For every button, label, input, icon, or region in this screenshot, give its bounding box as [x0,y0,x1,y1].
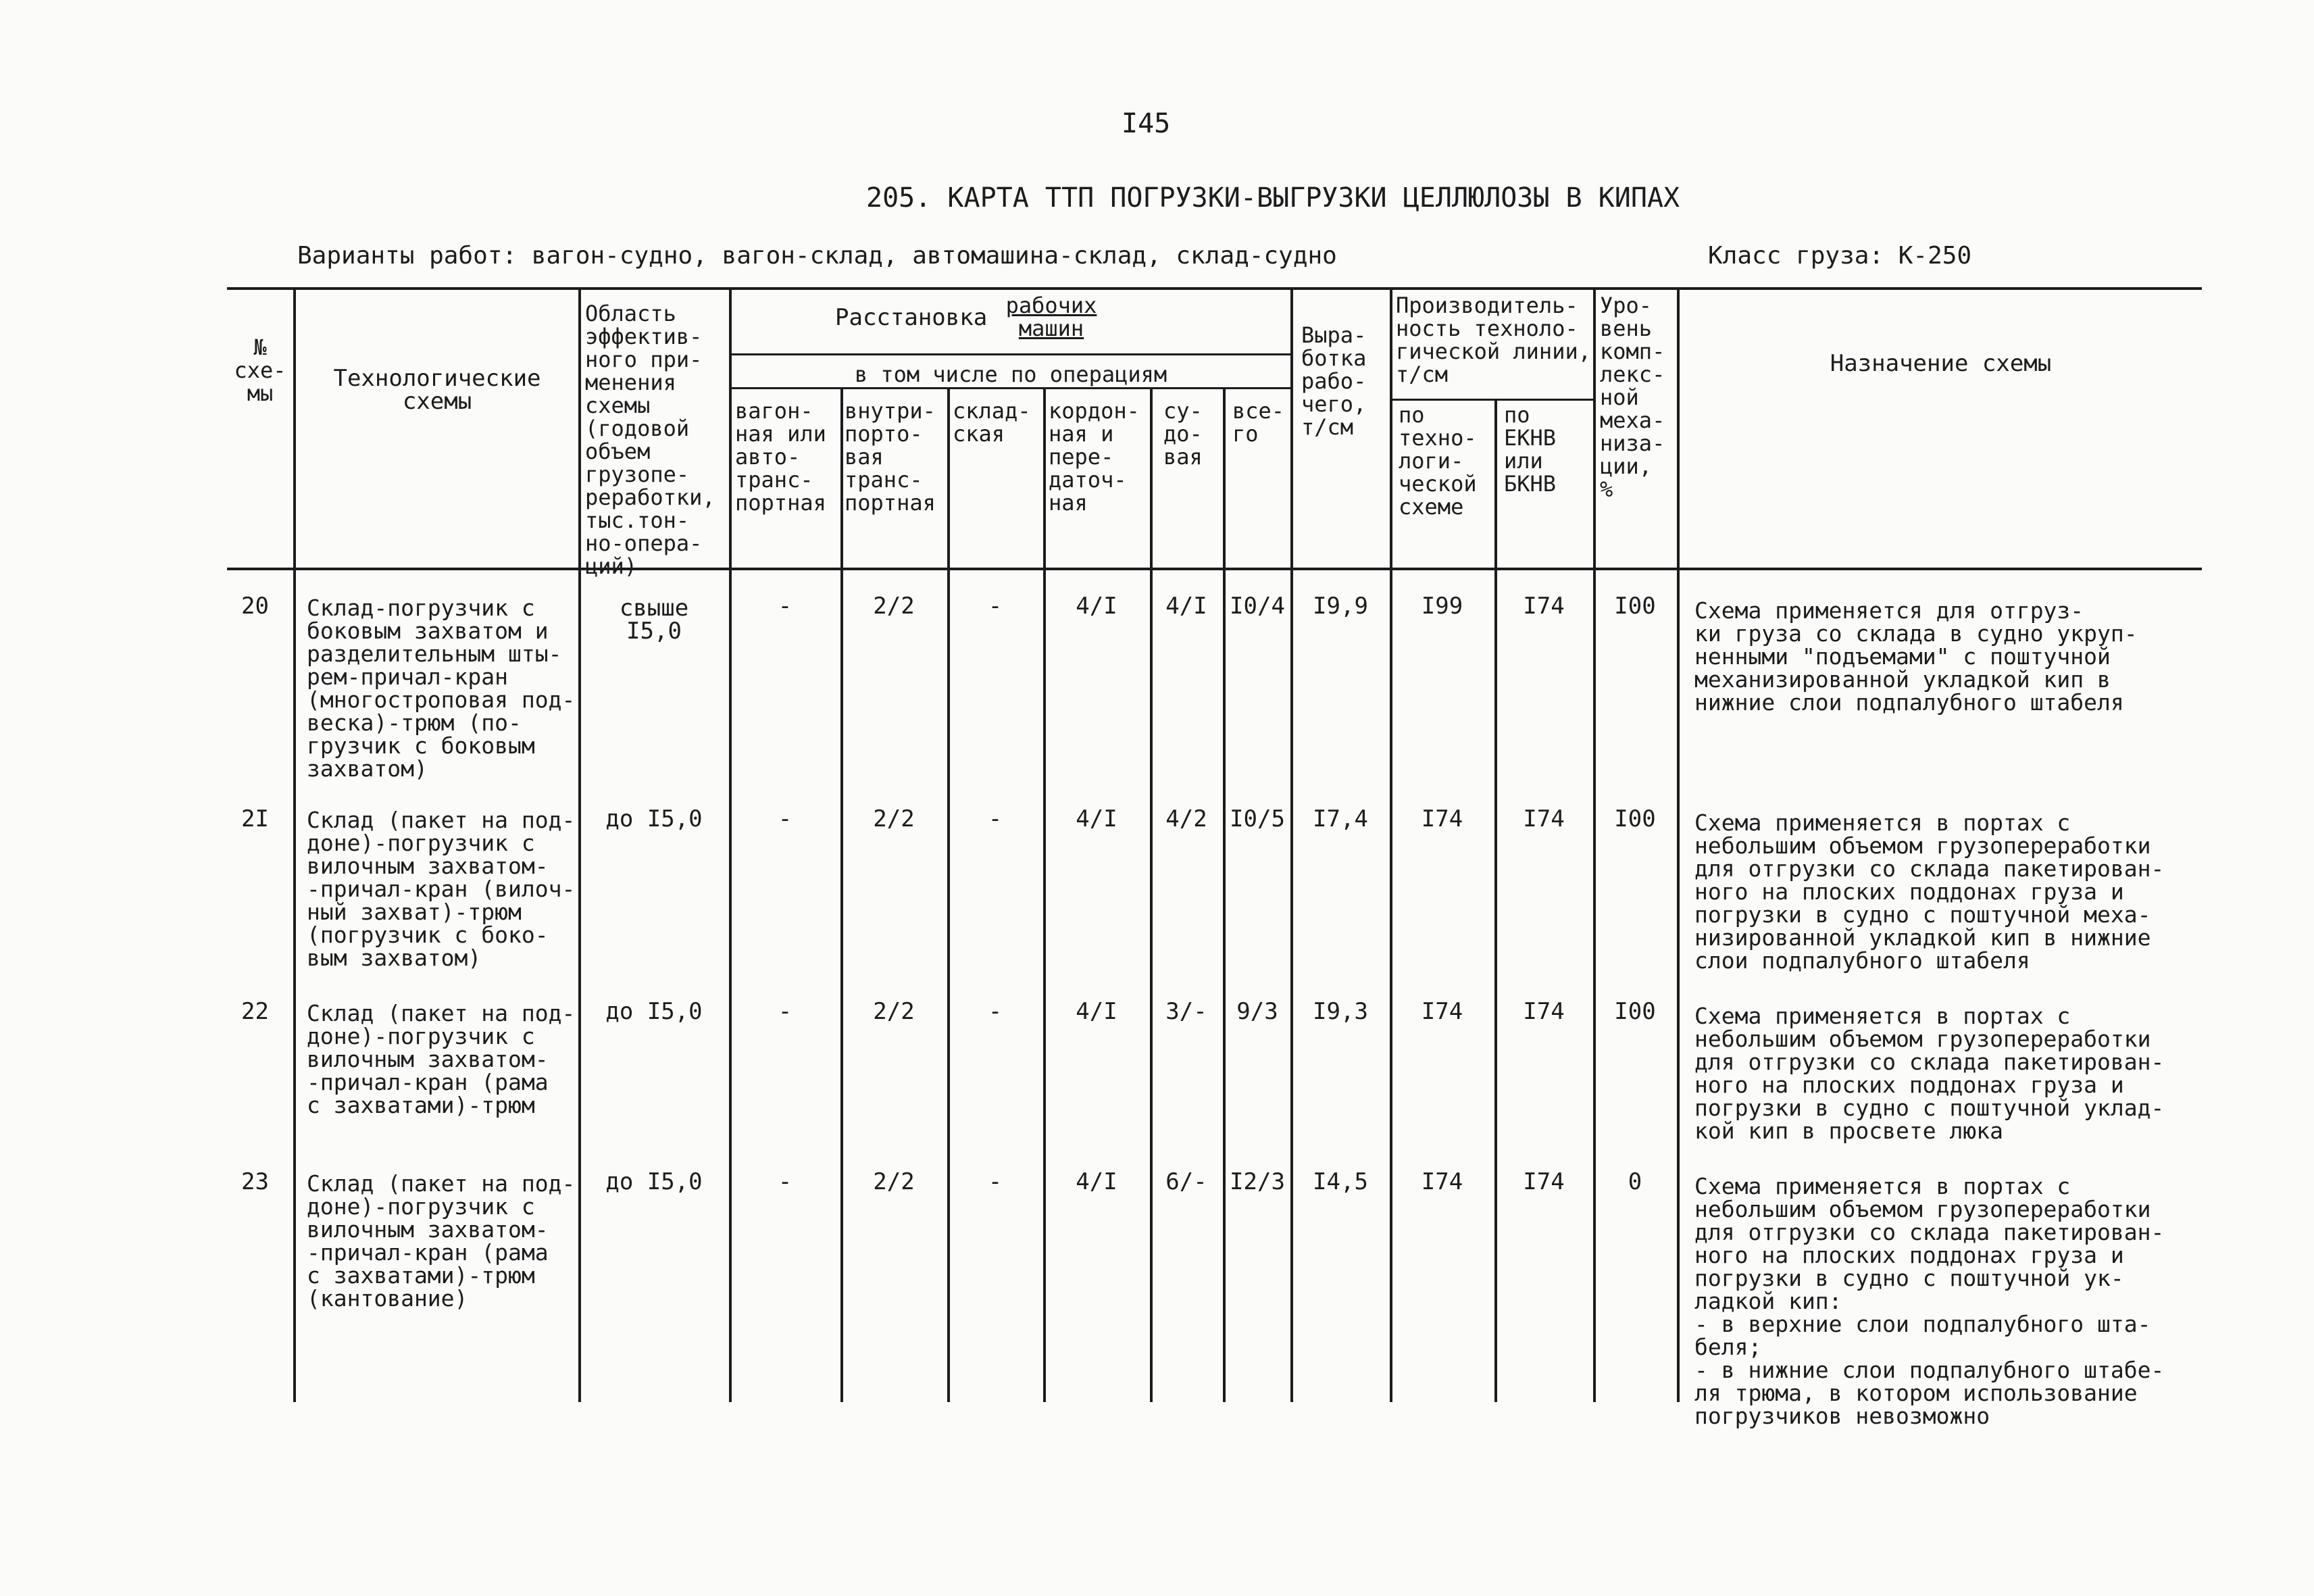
header-placement-under: рабочих машин [1005,293,1097,341]
row-20-ship: 4/I [1165,593,1207,620]
col-rule-10 [1390,287,1392,1402]
row-20-wagon: - [778,593,793,620]
header-level: Уро- вень комп- лекс- ной меха- низа- ции, % [1600,293,1665,502]
header-area: Область эффектив- ного при- менения схемы (годовой объем грузопе- реработки, тыс.тон- но-опера- ций) [585,301,715,579]
row-23-by-eknv: I74 [1523,1168,1565,1195]
row-20-scheme: Склад-погрузчик с боковым захватом и разделительным шты- рем-причал-кран (многостроповая под- веска)-трюм (по- грузчик с боковым захватом) [307,595,576,782]
row-22-wagon: - [778,998,793,1025]
row-20-output: I9,9 [1313,593,1368,620]
page-number: I45 [1122,108,1171,139]
row-20-num: 20 [241,593,269,620]
header-by-eknv: по ЕКНВ или БКНВ [1504,402,1557,497]
col-rule-13 [1677,287,1680,1402]
header-by-tech: по техно- логи- ческой схеме [1399,402,1477,520]
header-num: № схе- мы [234,334,286,406]
header-purpose: Назначение схемы [1830,350,2052,377]
row-22-ship: 3/- [1165,998,1207,1025]
ttp-table [227,287,2202,1429]
row-21-num: 2I [241,805,269,832]
col-rule-1 [293,287,296,1402]
col-rule-7 [1150,389,1153,1402]
placement-sub-rule [730,353,1291,355]
row-21-warehouse: - [988,805,1003,832]
row-21-area: до I5,0 [605,805,703,832]
col-rule-5 [947,389,950,1402]
header-wagon: вагон- ная или авто- транс- портная [735,398,826,516]
col-rule-9 [1290,287,1293,1402]
header-bottom-rule [227,568,2202,570]
col-rule-4 [840,389,843,1402]
row-20-area: свыше I5,0 [619,595,689,645]
row-23-kordon: 4/I [1076,1168,1117,1195]
row-22-warehouse: - [988,998,1003,1025]
row-21-kordon: 4/I [1076,805,1117,832]
productivity-sub-rule [1391,399,1594,401]
row-21-level: I00 [1614,805,1656,832]
header-productivity: Производитель- ность техноло- гической линии, т/см [1396,293,1591,387]
row-23-total: I2/3 [1230,1168,1285,1195]
row-22-intra: 2/2 [873,998,915,1025]
row-23-num: 23 [241,1168,269,1195]
row-23-ship: 6/- [1165,1168,1207,1195]
row-23-wagon: - [778,1168,793,1195]
row-20-intra: 2/2 [873,593,915,620]
row-20-purpose: Схема применяется для отгруз- ки груза со склада в судно укруп- ненными "подъемами" с поштучной механизированной укладкой кип в нижние слои подпалубного штабеля [1694,597,2138,716]
row-20-level: I00 [1614,593,1656,620]
work-variants: Варианты работ: вагон-судно, вагон-склад, автомашина-склад, склад-судно [297,242,1337,270]
row-21-by-tech: I74 [1421,805,1463,832]
header-output: Выра- ботка рабо- чего, т/см [1301,322,1367,440]
header-warehouse: склад- ская [953,398,1031,447]
row-23-purpose: Схема применяется в портах с небольшим объемом грузопереработки для отгрузки со склада пакетирован- ного на плоских поддонах груза и погрузки в судно с поштучной ук- ладкой кип: - в верхние слои подпалубного шта- беля; - в нижние слои подпалубного штабе- ля трюма, в котором использование погрузчиков невозможно [1694,1173,2165,1429]
row-21-ship: 4/2 [1165,805,1207,832]
row-22-total: 9/3 [1236,998,1278,1025]
row-20-warehouse: - [988,593,1003,620]
row-20-total: I0/4 [1230,593,1285,620]
row-21-scheme: Склад (пакет на под- доне)-погрузчик с вилочным захватом- -причал-кран (вилоч- ный захват)-трюм (погрузчик с боко- вым захватом) [307,807,576,971]
header-schemes: Технологические схемы [333,365,541,415]
row-23-warehouse: - [988,1168,1003,1195]
row-21-by-eknv: I74 [1523,805,1565,832]
row-23-intra: 2/2 [873,1168,915,1195]
row-21-purpose: Схема применяется в портах с небольшим объемом грузопереработки для отгрузки со склада пакетирован- ного на плоских поддонах груза и погрузки в судно с поштучной меха- низированной укладкой кип в нижние слои подпалубного штабеля [1694,809,2165,974]
col-rule-11 [1494,399,1497,1402]
col-rule-3 [729,287,732,1402]
header-by-operation: в том числе по операциям [854,361,1167,387]
row-21-output: I7,4 [1313,805,1368,832]
header-ship: су- до- вая [1163,398,1203,470]
col-rule-6 [1043,389,1046,1402]
row-20-by-eknv: I74 [1523,593,1565,620]
row-20-kordon: 4/I [1076,593,1117,620]
page-title: 205. КАРТА ТТП ПОГРУЗКИ-ВЫГРУЗКИ ЦЕЛЛЮЛОЗЫ В КИПАХ [866,182,1680,214]
row-22-by-tech: I74 [1421,998,1463,1025]
row-23-level: 0 [1628,1168,1642,1195]
row-22-level: I00 [1614,998,1656,1025]
header-placement: Расстановка [835,304,988,331]
row-22-by-eknv: I74 [1523,998,1565,1025]
cargo-class: Класс груза: К-250 [1708,242,1972,270]
row-21-wagon: - [778,805,793,832]
row-23-area: до I5,0 [605,1168,703,1195]
row-23-output: I4,5 [1313,1168,1368,1195]
row-21-intra: 2/2 [873,805,915,832]
col-rule-8 [1223,389,1226,1402]
operation-sub-rule [730,387,1291,389]
col-rule-12 [1593,287,1596,1402]
row-20-by-tech: I99 [1421,593,1463,620]
row-22-num: 22 [241,998,269,1025]
row-22-kordon: 4/I [1076,998,1117,1025]
row-23-by-tech: I74 [1421,1168,1463,1195]
row-21-total: I0/5 [1230,805,1285,832]
table-top-rule [227,287,2202,290]
header-intra: внутри- порто- вая транс- портная [845,398,936,516]
header-total: все- го [1232,398,1285,447]
row-23-scheme: Склад (пакет на под- доне)-погрузчик с вилочным захватом- -причал-кран (рама с захватами)-трюм (кантование) [307,1170,576,1312]
col-rule-2 [578,287,581,1402]
row-22-purpose: Схема применяется в портах с небольшим объемом грузопереработки для отгрузки со склада пакетирован- ного на плоских поддонах груза и погрузки в судно с поштучной уклад- кой кип в просвете люка [1694,1003,2165,1144]
row-22-area: до I5,0 [605,998,703,1025]
row-22-output: I9,3 [1313,998,1368,1025]
header-kordon: кордон- ная и пере- даточ- ная [1049,398,1140,516]
row-22-scheme: Склад (пакет на под- доне)-погрузчик с вилочным захватом- -причал-кран (рама с захватами)-трюм [307,1000,576,1118]
